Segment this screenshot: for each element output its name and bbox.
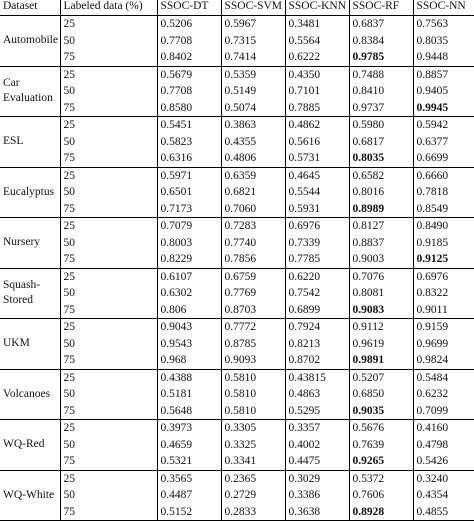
score-cell: 0.8213 <box>285 336 349 353</box>
labeled-percent-cell: 50 <box>60 336 157 353</box>
score-cell: 0.5426 <box>413 453 474 470</box>
score-cell: 0.6899 <box>285 302 349 319</box>
score-cell: 0.9737 <box>349 100 413 117</box>
score-cell: 0.6232 <box>413 386 474 403</box>
score-cell: 0.7856 <box>221 251 285 268</box>
table-row <box>0 49 474 66</box>
score-cell: 0.7079 <box>157 218 221 235</box>
score-cell: 0.9185 <box>413 235 474 252</box>
score-cell: 0.6501 <box>157 184 221 201</box>
score-cell: 0.6837 <box>349 16 413 33</box>
score-cell: 0.8384 <box>349 33 413 50</box>
table-row <box>0 184 474 201</box>
labeled-percent-cell: 75 <box>60 403 157 420</box>
table-row <box>0 352 474 369</box>
score-cell: 0.8837 <box>349 235 413 252</box>
labeled-percent-cell: 25 <box>60 218 157 235</box>
score-cell: 0.2365 <box>221 470 285 487</box>
score-cell: 0.2833 <box>221 504 285 521</box>
labeled-percent-cell: 75 <box>60 504 157 521</box>
score-cell: 0.5207 <box>349 369 413 386</box>
header-dataset: Dataset <box>0 0 60 16</box>
score-cell: 0.9083 <box>349 302 413 319</box>
header-ssoc-rf: SSOC-RF <box>349 0 413 16</box>
score-cell: 0.9112 <box>349 319 413 336</box>
score-cell: 0.8081 <box>349 285 413 302</box>
score-cell: 0.3565 <box>157 470 221 487</box>
score-cell: 0.7818 <box>413 184 474 201</box>
score-cell: 0.5484 <box>413 369 474 386</box>
score-cell: 0.7639 <box>349 437 413 454</box>
header-labeled-data: Labeled data (%) <box>60 0 157 16</box>
score-cell: 0.6222 <box>285 49 349 66</box>
labeled-percent-cell: 25 <box>60 117 157 134</box>
score-cell: 0.6976 <box>285 218 349 235</box>
labeled-percent-cell: 50 <box>60 487 157 504</box>
score-cell: 0.8703 <box>221 302 285 319</box>
score-cell: 0.9265 <box>349 453 413 470</box>
header-ssoc-nn: SSOC-NN <box>413 0 474 16</box>
score-cell: 0.5295 <box>285 403 349 420</box>
score-cell: 0.3029 <box>285 470 349 487</box>
score-cell: 0.9699 <box>413 336 474 353</box>
score-cell: 0.9125 <box>413 251 474 268</box>
dataset-name <box>0 66 60 117</box>
table-row <box>0 167 474 184</box>
score-cell: 0.9035 <box>349 403 413 420</box>
labeled-percent-cell: 25 <box>60 470 157 487</box>
score-cell: 0.9785 <box>349 49 413 66</box>
score-cell: 0.5731 <box>285 150 349 167</box>
labeled-percent-cell: 50 <box>60 134 157 151</box>
score-cell: 0.5074 <box>221 100 285 117</box>
header-ssoc-dt: SSOC-DT <box>157 0 221 16</box>
table-row <box>0 33 474 50</box>
labeled-percent-cell: 25 <box>60 16 157 33</box>
header-row <box>0 0 474 16</box>
score-cell: 0.5451 <box>157 117 221 134</box>
score-cell: 0.4806 <box>221 150 285 167</box>
score-cell: 0.3305 <box>221 420 285 437</box>
score-cell: 0.8229 <box>157 251 221 268</box>
labeled-percent-cell: 25 <box>60 319 157 336</box>
score-cell: 0.7740 <box>221 235 285 252</box>
table-row <box>0 504 474 521</box>
table-row <box>0 386 474 403</box>
score-cell: 0.4160 <box>413 420 474 437</box>
score-cell: 0.8857 <box>413 66 474 83</box>
score-cell: 0.7769 <box>221 285 285 302</box>
score-cell: 0.3357 <box>285 420 349 437</box>
score-cell: 0.7315 <box>221 33 285 50</box>
score-cell: 0.6850 <box>349 386 413 403</box>
dataset-name-line: Eucalyptus <box>3 185 55 198</box>
score-cell: 0.4354 <box>413 487 474 504</box>
table-row <box>0 251 474 268</box>
score-cell: 0.4645 <box>285 167 349 184</box>
labeled-percent-cell: 25 <box>60 66 157 83</box>
table-row <box>0 470 474 487</box>
score-cell: 0.9619 <box>349 336 413 353</box>
score-cell: 0.6660 <box>413 167 474 184</box>
score-cell: 0.8580 <box>157 100 221 117</box>
score-cell: 0.8003 <box>157 235 221 252</box>
dataset-name-line: Automobile <box>3 34 58 47</box>
score-cell: 0.4388 <box>157 369 221 386</box>
score-cell: 0.9891 <box>349 352 413 369</box>
score-cell: 0.3325 <box>221 437 285 454</box>
labeled-percent-cell: 75 <box>60 251 157 268</box>
score-cell: 0.9011 <box>413 302 474 319</box>
score-cell: 0.7772 <box>221 319 285 336</box>
score-cell: 0.7785 <box>285 251 349 268</box>
score-cell: 0.4350 <box>285 66 349 83</box>
score-cell: 0.4863 <box>285 386 349 403</box>
score-cell: 0.2729 <box>221 487 285 504</box>
score-cell: 0.8785 <box>221 336 285 353</box>
score-cell: 0.806 <box>157 302 221 319</box>
score-cell: 0.6976 <box>413 268 474 285</box>
labeled-percent-cell: 75 <box>60 453 157 470</box>
table-row <box>0 100 474 117</box>
score-cell: 0.5321 <box>157 453 221 470</box>
score-cell: 0.9043 <box>157 319 221 336</box>
score-cell: 0.6759 <box>221 268 285 285</box>
score-cell: 0.4862 <box>285 117 349 134</box>
score-cell: 0.7885 <box>285 100 349 117</box>
score-cell: 0.4002 <box>285 437 349 454</box>
score-cell: 0.4475 <box>285 453 349 470</box>
dataset-name <box>0 117 60 168</box>
score-cell: 0.6302 <box>157 285 221 302</box>
score-cell: 0.4798 <box>413 437 474 454</box>
score-cell: 0.5544 <box>285 184 349 201</box>
table-row <box>0 487 474 504</box>
table-row <box>0 218 474 235</box>
score-cell: 0.9945 <box>413 100 474 117</box>
score-cell: 0.8127 <box>349 218 413 235</box>
score-cell: 0.7924 <box>285 319 349 336</box>
table-row <box>0 16 474 33</box>
score-cell: 0.5206 <box>157 16 221 33</box>
score-cell: 0.5967 <box>221 16 285 33</box>
score-cell: 0.5359 <box>221 66 285 83</box>
labeled-percent-cell: 75 <box>60 201 157 218</box>
score-cell: 0.7488 <box>349 66 413 83</box>
labeled-percent-cell: 25 <box>60 369 157 386</box>
dataset-name <box>0 268 60 319</box>
labeled-percent-cell: 50 <box>60 386 157 403</box>
labeled-percent-cell: 25 <box>60 167 157 184</box>
table-row <box>0 134 474 151</box>
score-cell: 0.6821 <box>221 184 285 201</box>
score-cell: 0.8402 <box>157 49 221 66</box>
dataset-name-line: Nursery <box>3 236 41 249</box>
score-cell: 0.4487 <box>157 487 221 504</box>
labeled-percent-cell: 75 <box>60 352 157 369</box>
header-ssoc-svm: SSOC-SVM <box>221 0 285 16</box>
dataset-name <box>0 369 60 420</box>
score-cell: 0.9405 <box>413 83 474 100</box>
score-cell: 0.5149 <box>221 83 285 100</box>
score-cell: 0.6377 <box>413 134 474 151</box>
score-cell: 0.7414 <box>221 49 285 66</box>
score-cell: 0.5810 <box>221 369 285 386</box>
score-cell: 0.8702 <box>285 352 349 369</box>
score-cell: 0.7339 <box>285 235 349 252</box>
score-cell: 0.9543 <box>157 336 221 353</box>
labeled-percent-cell: 75 <box>60 49 157 66</box>
score-cell: 0.5648 <box>157 403 221 420</box>
dataset-name-line: UKM <box>3 337 30 350</box>
score-cell: 0.8322 <box>413 285 474 302</box>
table-row <box>0 150 474 167</box>
score-cell: 0.5679 <box>157 66 221 83</box>
score-cell: 0.5942 <box>413 117 474 134</box>
table-row <box>0 268 474 285</box>
labeled-percent-cell: 75 <box>60 150 157 167</box>
score-cell: 0.3973 <box>157 420 221 437</box>
score-cell: 0.5616 <box>285 134 349 151</box>
score-cell: 0.5152 <box>157 504 221 521</box>
labeled-percent-cell: 50 <box>60 184 157 201</box>
score-cell: 0.4855 <box>413 504 474 521</box>
score-cell: 0.9159 <box>413 319 474 336</box>
score-cell: 0.7563 <box>413 16 474 33</box>
score-cell: 0.8016 <box>349 184 413 201</box>
table-row <box>0 336 474 353</box>
score-cell: 0.8410 <box>349 83 413 100</box>
labeled-percent-cell: 75 <box>60 302 157 319</box>
score-cell: 0.7173 <box>157 201 221 218</box>
score-cell: 0.4659 <box>157 437 221 454</box>
score-cell: 0.8928 <box>349 504 413 521</box>
score-cell: 0.8035 <box>413 33 474 50</box>
score-cell: 0.7542 <box>285 285 349 302</box>
dataset-name-line: Volcanoes <box>3 387 51 400</box>
dataset-name <box>0 16 60 67</box>
score-cell: 0.7708 <box>157 83 221 100</box>
score-cell: 0.6220 <box>285 268 349 285</box>
score-cell: 0.9448 <box>413 49 474 66</box>
score-cell: 0.5980 <box>349 117 413 134</box>
score-cell: 0.7101 <box>285 83 349 100</box>
score-cell: 0.7060 <box>221 201 285 218</box>
labeled-percent-cell: 75 <box>60 100 157 117</box>
score-cell: 0.5810 <box>221 403 285 420</box>
dataset-name <box>0 420 60 471</box>
score-cell: 0.6817 <box>349 134 413 151</box>
labeled-percent-cell: 50 <box>60 83 157 100</box>
score-cell: 0.5810 <box>221 386 285 403</box>
score-cell: 0.5181 <box>157 386 221 403</box>
score-cell: 0.5971 <box>157 167 221 184</box>
score-cell: 0.6316 <box>157 150 221 167</box>
dataset-name <box>0 167 60 218</box>
score-cell: 0.7099 <box>413 403 474 420</box>
dataset-name-line: Stored <box>3 294 34 307</box>
dataset-name-line: WQ-Red <box>3 438 45 451</box>
labeled-percent-cell: 50 <box>60 33 157 50</box>
score-cell: 0.3863 <box>221 117 285 134</box>
table-row <box>0 302 474 319</box>
score-cell: 0.9824 <box>413 352 474 369</box>
dataset-name-line: WQ-White <box>3 488 55 501</box>
score-cell: 0.8035 <box>349 150 413 167</box>
labeled-percent-cell: 50 <box>60 285 157 302</box>
dataset-name <box>0 218 60 269</box>
score-cell: 0.8549 <box>413 201 474 218</box>
header-ssoc-knn: SSOC-KNN <box>285 0 349 16</box>
score-cell: 0.6582 <box>349 167 413 184</box>
labeled-percent-cell: 25 <box>60 268 157 285</box>
score-cell: 0.3386 <box>285 487 349 504</box>
score-cell: 0.4355 <box>221 134 285 151</box>
table-row <box>0 285 474 302</box>
score-cell: 0.8490 <box>413 218 474 235</box>
table-row <box>0 369 474 386</box>
dataset-name-line: Car <box>3 77 20 90</box>
score-cell: 0.7708 <box>157 33 221 50</box>
labeled-percent-cell: 25 <box>60 420 157 437</box>
score-cell: 0.3240 <box>413 470 474 487</box>
score-cell: 0.5676 <box>349 420 413 437</box>
dataset-name-line: Squash- <box>3 279 41 292</box>
table-row <box>0 319 474 336</box>
table-row <box>0 235 474 252</box>
score-cell: 0.5564 <box>285 33 349 50</box>
score-cell: 0.5931 <box>285 201 349 218</box>
table-row <box>0 66 474 83</box>
score-cell: 0.3481 <box>285 16 349 33</box>
score-cell: 0.6107 <box>157 268 221 285</box>
score-cell: 0.8989 <box>349 201 413 218</box>
table-row <box>0 420 474 437</box>
labeled-percent-cell: 50 <box>60 437 157 454</box>
table-row <box>0 403 474 420</box>
score-cell: 0.5823 <box>157 134 221 151</box>
score-cell: 0.9093 <box>221 352 285 369</box>
table-row <box>0 437 474 454</box>
table-row <box>0 453 474 470</box>
table-row <box>0 201 474 218</box>
labeled-percent-cell: 50 <box>60 235 157 252</box>
score-cell: 0.5372 <box>349 470 413 487</box>
dataset-name-line: ESL <box>3 135 24 148</box>
score-cell: 0.7606 <box>349 487 413 504</box>
dataset-name-line: Evaluation <box>3 92 53 105</box>
score-cell: 0.6359 <box>221 167 285 184</box>
score-cell: 0.6699 <box>413 150 474 167</box>
score-cell: 0.7283 <box>221 218 285 235</box>
score-cell: 0.3341 <box>221 453 285 470</box>
table-row <box>0 83 474 100</box>
table-row <box>0 117 474 134</box>
dataset-name <box>0 470 60 521</box>
dataset-name <box>0 319 60 370</box>
score-cell: 0.9003 <box>349 251 413 268</box>
score-cell: 0.968 <box>157 352 221 369</box>
score-cell: 0.3638 <box>285 504 349 521</box>
table-body <box>0 16 474 521</box>
score-cell: 0.43815 <box>285 369 349 386</box>
score-cell: 0.7076 <box>349 268 413 285</box>
